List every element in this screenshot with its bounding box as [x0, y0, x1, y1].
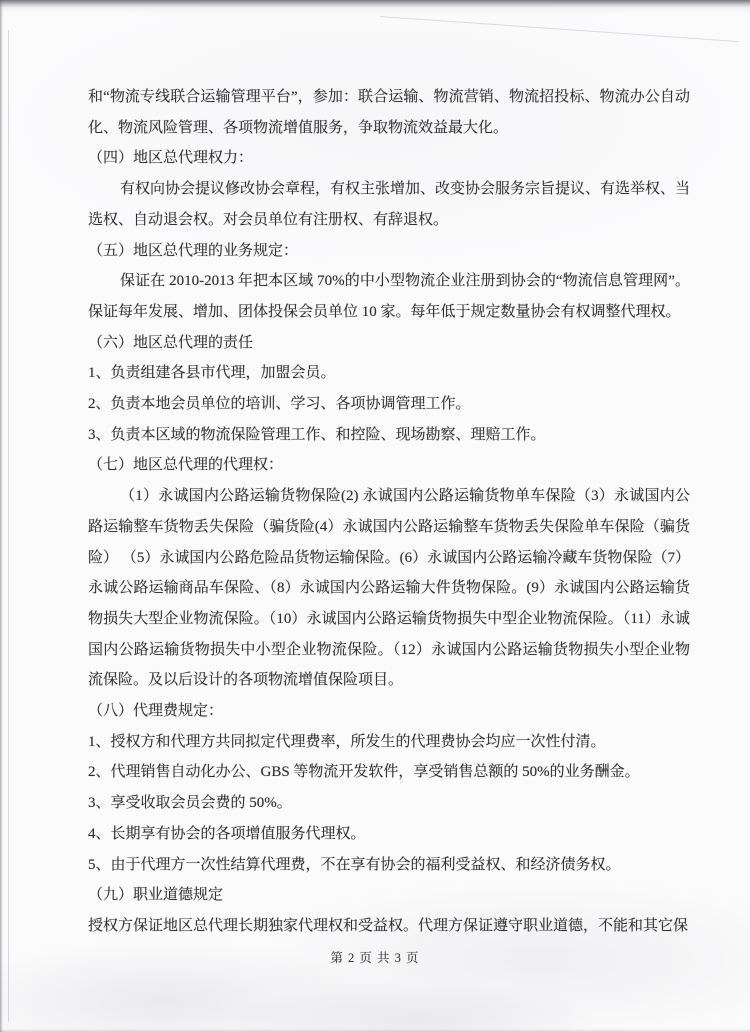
paragraph: 授权方保证地区总代理长期独家代理权和受益权。代理方保证遵守职业道德，不能和其它保 [88, 917, 689, 934]
top-scan-shadow [0, 0, 750, 14]
paragraph: （六）地区总代理的责任 [88, 334, 254, 351]
paragraph: （五）地区总代理的业务规定： [88, 242, 299, 259]
paragraph: （四）地区总代理权力： [88, 150, 254, 167]
document-body [88, 82, 690, 942]
paragraph: 有权向协会提议修改协会章程，有权主张增加、改变协会服务宗旨提议、有选举权、当选权、自动退会权。对会员单位有注册权、有辞退权。 [88, 181, 691, 228]
paragraph: （七）地区总代理的代理权： [88, 457, 284, 474]
paragraph: 3、负责本区域的物流保险管理工作、和控险、现场勘察、理赔工作。 [88, 426, 546, 443]
paragraph: 1、授权方和代理方共同拟定代理费率，所发生的代理费协会均应一次性付清。 [88, 733, 606, 750]
left-crease-line [8, 30, 9, 1022]
paragraph: 3、享受收取会员会费的 50%。 [88, 795, 292, 812]
paragraph: （九）职业道德规定 [88, 887, 224, 904]
page-footer: 第 2 页 共 3 页 [330, 951, 420, 965]
paragraph: 5、由于代理方一次性结算代理费，不在享有协会的福利受益权、和经济债务权。 [88, 856, 621, 873]
paragraph: 4、长期享有协会的各项增值服务代理权。 [88, 825, 366, 842]
paragraph: 保证在 2010-2013 年把本区域 70%的中小型物流企业注册到协会的“物流信息管理网”。保证每年发展、增加、团体投保会员单位 10 家。每年低于规定数量协会有权调整代理权。 [88, 273, 690, 320]
paragraph: 2、代理销售自动化办公、GBS 等物流开发软件，享受销售总额的 50%的业务酬金。 [88, 764, 640, 781]
paragraph: 2、负责本地会员单位的培训、学习、各项协调管理工作。 [88, 396, 471, 413]
paragraph: 1、负责组建各县市代理，加盟会员。 [88, 365, 336, 382]
paragraph: 和“物流专线联合运输管理平台”，参加：联合运输、物流营销、物流招投标、物流办公自动化、物流风险管理、各项物流增值服务，争取物流效益最大化。 [88, 89, 690, 136]
left-scan-edge [0, 0, 3, 1032]
paragraph: （八）代理费规定： [88, 703, 224, 720]
paragraph: （1）永诚国内公路运输货物保险(2) 永诚国内公路运输货物单车保险（3）永诚国内公路运输整车货物丢失保险（骗货险(4）永诚国内公路运输整车货物丢失保险单车保险（骗货险） （5）永诚国内公路危险品货物运输保险。(6）永诚国内公路运输冷藏车货物保险（7）永诚公路运输商品车保险、（8）永诚国内公路运输大件货物保险。(9）永诚国内公路运输货物损失大型企业物流保险。（10）永诚国内公路运输货物损失中型企业物流保险。（11）永诚国内公路运输货物损失中小型企业物流保险。（12）永诚国内公路运输货物损失小型企业物流保险。及以后设计的各项物流增值保险项目。 [88, 488, 690, 689]
top-crease-line [380, 16, 739, 42]
